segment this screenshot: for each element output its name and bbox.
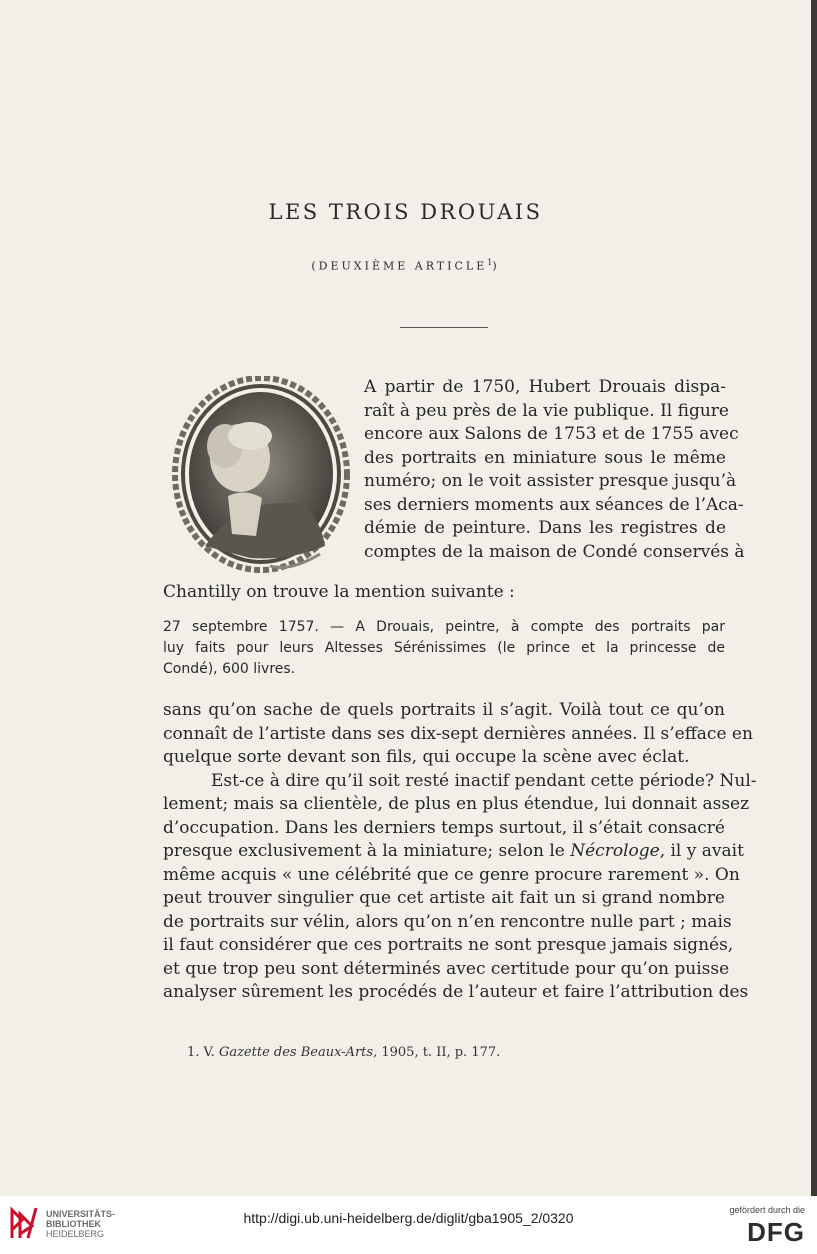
text-line: quelque sorte devant son fils, qui occupe la scène avec éclat. — [163, 747, 690, 767]
text-line: numéro; on le voit assister presque jusqu’à — [364, 471, 737, 491]
text-line-with-italic: presque exclusivement à la miniature; selon le Nécrologe, il y avait — [163, 841, 744, 861]
text-line: et que trop peu sont déterminés avec certitude pour qu’on puisse — [163, 958, 730, 979]
viewer-footer — [0, 1196, 817, 1254]
text-line: peut trouver singulier que cet artiste ait fait un si grand nombre — [163, 888, 725, 908]
text-line: Chantilly on trouve la mention suivante : — [163, 582, 515, 602]
text-line: sans qu’on sache de quels portraits il s’agit. Voilà tout ce qu’on — [163, 700, 725, 720]
quote-line: 27 septembre 1757. — A Drouais, peintre, à compte des portraits par — [163, 619, 725, 635]
article-title: LES TROIS DROUAIS — [268, 200, 543, 224]
permalink-url[interactable]: http://digi.ub.uni-heidelberg.de/diglit/gba1905_2/0320 — [243, 1210, 574, 1226]
page-edge-shadow — [811, 0, 817, 1196]
text-line: Est-ce à dire qu’il soit resté inactif pendant cette période? Nul- — [211, 770, 757, 791]
wrapped-paragraph — [364, 376, 745, 564]
funding-label: gefördert durch die — [729, 1205, 805, 1215]
footnote-journal: Gazette des Beaux-Arts, — [218, 1045, 378, 1060]
text-line: démie de peinture. Dans les registres de — [364, 518, 726, 538]
necrologe-title: Nécrologe — [570, 841, 660, 861]
text-line: encore aux Salons de 1753 et de 1755 avec — [364, 424, 739, 444]
text-line: d’occupation. Dans les derniers temps surtout, il s’était consacré — [163, 817, 725, 838]
dfg-logo[interactable]: DFG — [747, 1217, 805, 1247]
text-line: de portraits sur vélin, alors qu’on n’en rencontre nulle part ; mais — [163, 911, 732, 932]
paragraph-continuation — [163, 581, 723, 605]
text-line: il faut considérer que ces portraits ne sont presque jamais signés, — [163, 935, 734, 955]
text-line: A partir de 1750, Hubert Drouais dispa- — [364, 377, 726, 397]
library-name[interactable]: UNIVERSITÄTS- BIBLIOTHEK HEIDELBERG — [46, 1209, 116, 1239]
text-line: analyser sûrement les procédés de l’auteur et faire l’attribution des — [163, 982, 749, 1002]
footnote: 1. V. Gazette des Beaux-Arts, 1905, t. II, p. 177. — [187, 1045, 501, 1060]
text-line: même acquis « une célébrité que ce genre procure rarement ». On — [163, 864, 740, 885]
portrait-miniature-image — [170, 376, 352, 578]
body-paragraphs — [163, 699, 757, 1005]
text-line: des portraits en miniature sous le même — [364, 447, 726, 468]
text-line: connaît de l’artiste dans ses dix-sept dernières années. Il s’efface en — [163, 723, 753, 744]
quote-line: luy faits pour leurs Altesses Sérénissimes (le prince et la princesse de — [163, 640, 725, 656]
text-line: ses derniers moments aux séances de l’Aca- — [364, 494, 744, 515]
text-line: lement; mais sa clientèle, de plus en plus étendue, lui donnait assez — [163, 794, 750, 814]
footnote-marker: 1 — [487, 258, 493, 267]
article-subtitle: (DEUXIÈME ARTICLE$^1$) — [311, 258, 500, 273]
quote-line: Condé), 600 livres. — [163, 661, 296, 677]
text-line: raît à peu près de la vie publique. Il figure — [364, 400, 729, 421]
text-line: comptes de la maison de Condé conservés à — [364, 541, 745, 562]
quoted-record — [163, 617, 725, 680]
title-divider — [400, 327, 488, 328]
